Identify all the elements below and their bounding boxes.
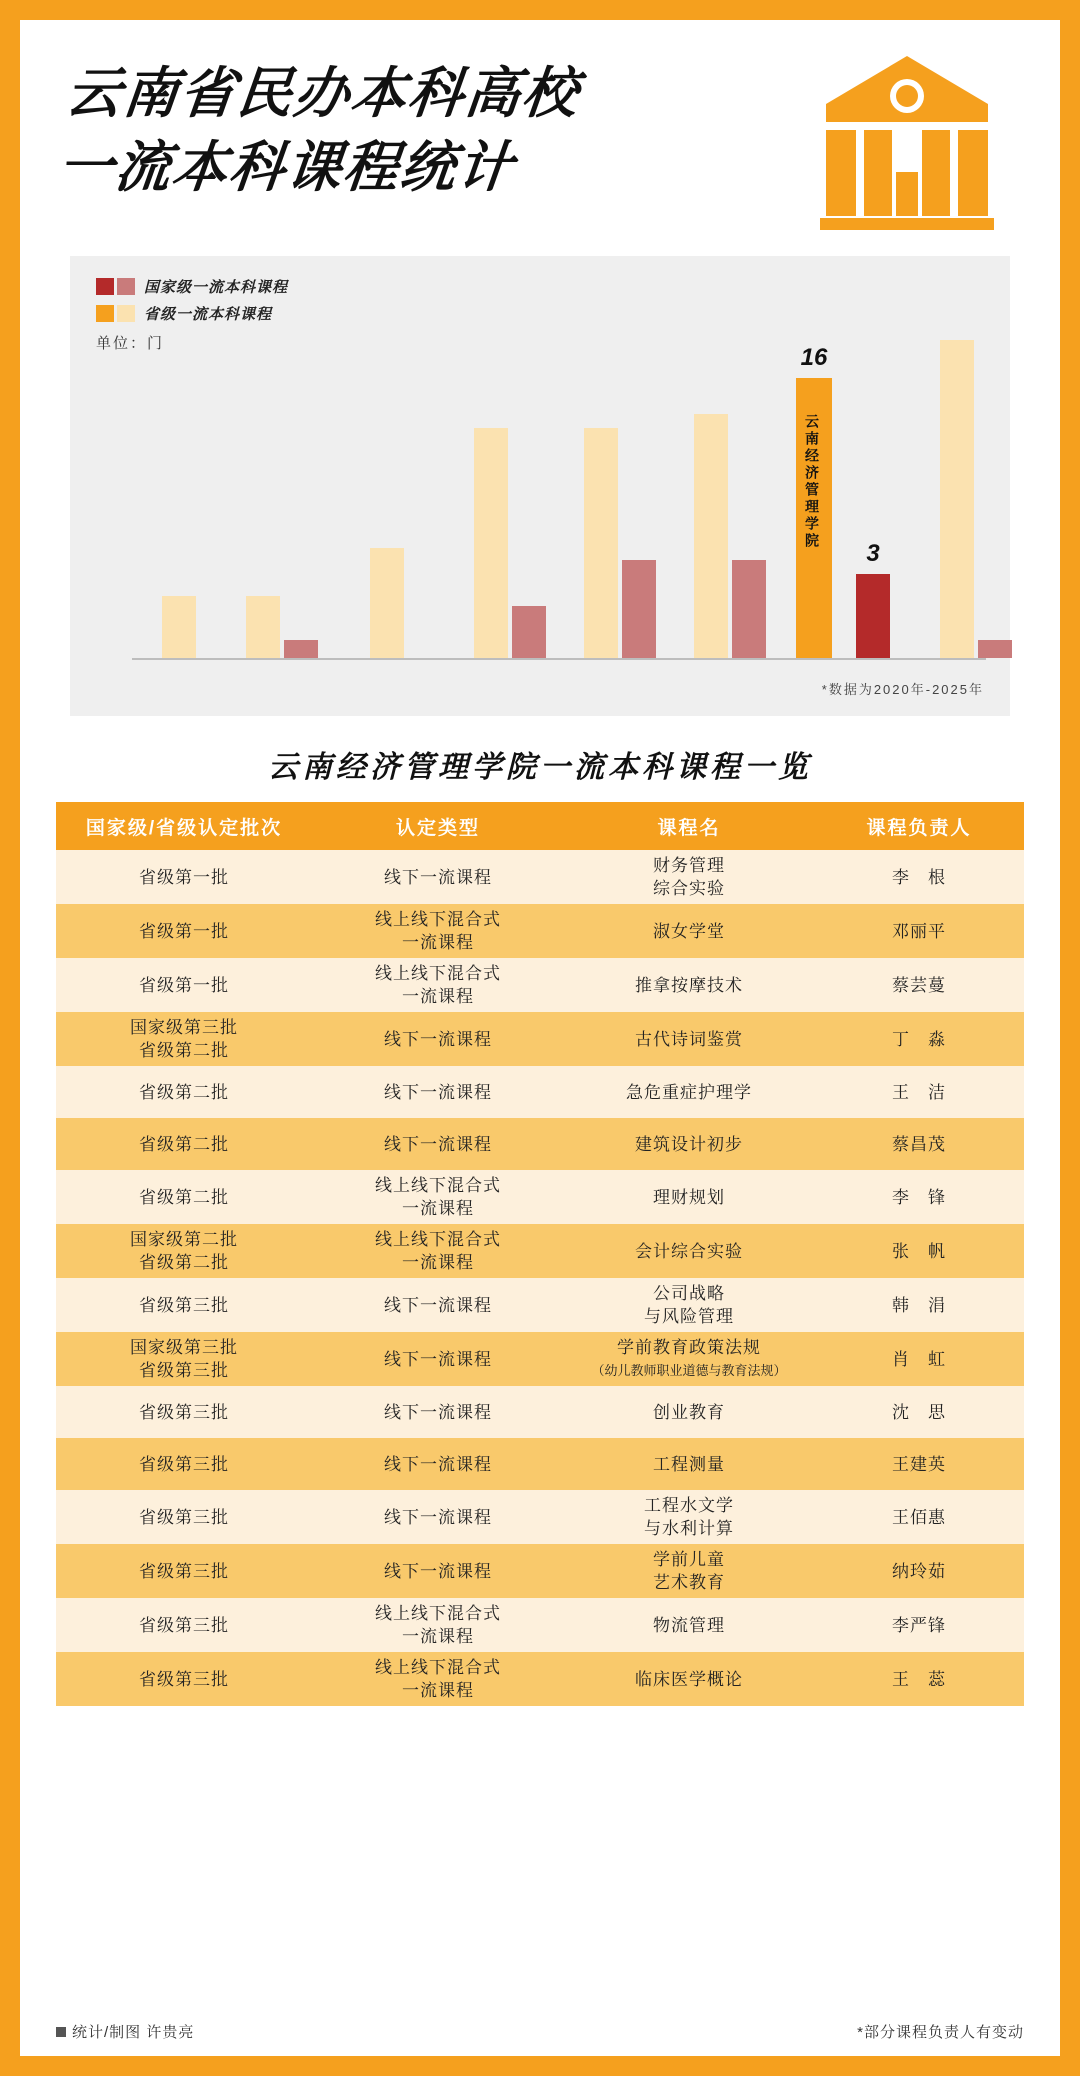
legend-swatch-provincial-dark [96, 305, 114, 322]
poster-page [20, 20, 1060, 2056]
table-row [56, 1278, 1024, 1332]
table-row [56, 1224, 1024, 1278]
cell-leader: 韩 涓 [814, 1278, 1024, 1332]
bar-national-4 [512, 606, 546, 658]
bar-provincial-4 [474, 428, 508, 658]
cell-leader: 王 洁 [814, 1066, 1024, 1118]
legend-swatch-national-dark [96, 278, 114, 295]
column-header-type: 认定类型 [312, 802, 564, 850]
cell-type: 线下一流课程 [312, 1012, 564, 1066]
bar-provincial-1 [162, 596, 196, 658]
cell-course: 工程水文学 与水利计算 [564, 1490, 814, 1544]
table-row [56, 958, 1024, 1012]
bar-provincial-6 [694, 414, 728, 658]
bar-national-6 [732, 560, 766, 658]
cell-batch: 省级第三批 [56, 1278, 312, 1332]
school-building-icon [812, 52, 1002, 232]
column-header-course: 课程名 [564, 802, 814, 850]
cell-leader: 王 蕊 [814, 1652, 1024, 1706]
table-row [56, 1386, 1024, 1438]
legend-label-provincial: 省级一流本科课程 [144, 306, 273, 323]
cell-batch: 国家级第三批 省级第二批 [56, 1012, 312, 1066]
cell-course: 公司战略 与风险管理 [564, 1278, 814, 1332]
table-row [56, 904, 1024, 958]
cell-leader: 沈 思 [814, 1386, 1024, 1438]
cell-batch: 省级第三批 [56, 1490, 312, 1544]
cell-batch: 省级第三批 [56, 1598, 312, 1652]
title-line-2: 一流本科课程统计 [54, 135, 518, 199]
table-row [56, 1332, 1024, 1386]
cell-type: 线上线下混合式 一流课程 [312, 1224, 564, 1278]
cell-batch: 省级第二批 [56, 1170, 312, 1224]
chart [70, 256, 1010, 716]
table-row [56, 850, 1024, 904]
cell-course: 会计综合实验 [564, 1224, 814, 1278]
cell-type: 线下一流课程 [312, 1544, 564, 1598]
cell-batch: 省级第一批 [56, 850, 312, 904]
cell-course: 创业教育 [564, 1386, 814, 1438]
chart-x-axis [132, 658, 986, 660]
table-row [56, 1438, 1024, 1490]
cell-batch: 省级第二批 [56, 1118, 312, 1170]
course-table [56, 802, 1024, 1706]
cell-type: 线下一流课程 [312, 1438, 564, 1490]
cell-type: 线上线下混合式 一流课程 [312, 1652, 564, 1706]
table-body [56, 850, 1024, 1706]
chart-note: *数据为2020年-2025年 [821, 682, 984, 697]
legend-item-national [96, 276, 288, 297]
table-title: 云南经济管理学院一流本科课程一览 [268, 751, 812, 784]
cell-type: 线上线下混合式 一流课程 [312, 958, 564, 1012]
cell-leader: 丁 淼 [814, 1012, 1024, 1066]
column-header-batch: 国家级/省级认定批次 [56, 802, 312, 850]
cell-course: 理财规划 [564, 1170, 814, 1224]
bar-value-national-highlight: 3 [866, 540, 880, 567]
chart-unit-label: 单位：门 [96, 335, 165, 352]
cell-course: 淑女学堂 [564, 904, 814, 958]
table-header-row [56, 802, 1024, 850]
table-row [56, 1066, 1024, 1118]
footer-credit [56, 2021, 194, 2042]
footer-credit-text: 统计/制图 许贵亮 [72, 2024, 195, 2041]
cell-leader: 邓丽平 [814, 904, 1024, 958]
legend-label-national: 国家级一流本科课程 [144, 279, 289, 296]
table-row [56, 1490, 1024, 1544]
legend-item-provincial [96, 303, 288, 324]
cell-course: 推拿按摩技术 [564, 958, 814, 1012]
cell-type: 线下一流课程 [312, 1278, 564, 1332]
cell-leader: 王建英 [814, 1438, 1024, 1490]
cell-course: 工程测量 [564, 1438, 814, 1490]
cell-batch: 省级第三批 [56, 1544, 312, 1598]
cell-course: 学前教育政策法规 （幼儿教师职业道德与教育法规） [564, 1332, 814, 1386]
cell-course: 古代诗词鉴赏 [564, 1012, 814, 1066]
legend-swatch-national-light [117, 278, 135, 295]
cell-type: 线下一流课程 [312, 1490, 564, 1544]
cell-leader: 蔡昌茂 [814, 1118, 1024, 1170]
bar-national-5 [622, 560, 656, 658]
bar-provincial-8 [940, 340, 974, 658]
table-row [56, 1598, 1024, 1652]
title-line-1: 云南省民办本科高校 [62, 61, 583, 125]
footer [56, 2021, 1024, 2042]
bar-provincial-3 [370, 548, 404, 658]
cell-batch: 省级第一批 [56, 904, 312, 958]
cell-leader: 张 帆 [814, 1224, 1024, 1278]
bar-provincial-5 [584, 428, 618, 658]
cell-leader: 李 锋 [814, 1170, 1024, 1224]
chart-legend [96, 276, 288, 330]
bullet-square-icon [56, 2027, 66, 2037]
cell-batch: 省级第三批 [56, 1386, 312, 1438]
table-row [56, 1544, 1024, 1598]
cell-leader: 肖 虹 [814, 1332, 1024, 1386]
column-header-leader: 课程负责人 [814, 802, 1024, 850]
bar-provincial-2 [246, 596, 280, 658]
cell-course: 临床医学概论 [564, 1652, 814, 1706]
cell-batch: 省级第一批 [56, 958, 312, 1012]
cell-type: 线下一流课程 [312, 1066, 564, 1118]
cell-leader: 纳玲茹 [814, 1544, 1024, 1598]
header [20, 20, 1060, 250]
table-row [56, 1118, 1024, 1170]
cell-leader: 李 根 [814, 850, 1024, 904]
cell-type: 线上线下混合式 一流课程 [312, 1598, 564, 1652]
cell-course: 学前儿童 艺术教育 [564, 1544, 814, 1598]
bar-value-provincial-highlight: 16 [800, 344, 828, 371]
cell-leader: 李严锋 [814, 1598, 1024, 1652]
cell-batch: 国家级第二批 省级第二批 [56, 1224, 312, 1278]
bar-national-highlight [856, 574, 890, 658]
cell-course: 建筑设计初步 [564, 1118, 814, 1170]
bar-national-8 [978, 640, 1012, 658]
cell-batch: 省级第二批 [56, 1066, 312, 1118]
cell-leader: 王佰惠 [814, 1490, 1024, 1544]
table-row [56, 1170, 1024, 1224]
cell-type: 线下一流课程 [312, 1332, 564, 1386]
bar-category-highlight: 云南经济管理学院 [804, 414, 820, 550]
legend-swatch-provincial-light [117, 305, 135, 322]
cell-batch: 国家级第三批 省级第三批 [56, 1332, 312, 1386]
table-row [56, 1012, 1024, 1066]
table-row [56, 1652, 1024, 1706]
cell-course: 物流管理 [564, 1598, 814, 1652]
footer-note: *部分课程负责人有变动 [857, 2024, 1024, 2041]
bar-national-2 [284, 640, 318, 658]
cell-type: 线下一流课程 [312, 1118, 564, 1170]
cell-type: 线上线下混合式 一流课程 [312, 1170, 564, 1224]
cell-type: 线上线下混合式 一流课程 [312, 904, 564, 958]
cell-leader: 蔡芸蔓 [814, 958, 1024, 1012]
cell-course: 急危重症护理学 [564, 1066, 814, 1118]
cell-batch: 省级第三批 [56, 1438, 312, 1490]
cell-course: 财务管理 综合实验 [564, 850, 814, 904]
cell-type: 线下一流课程 [312, 1386, 564, 1438]
cell-type: 线下一流课程 [312, 850, 564, 904]
cell-batch: 省级第三批 [56, 1652, 312, 1706]
